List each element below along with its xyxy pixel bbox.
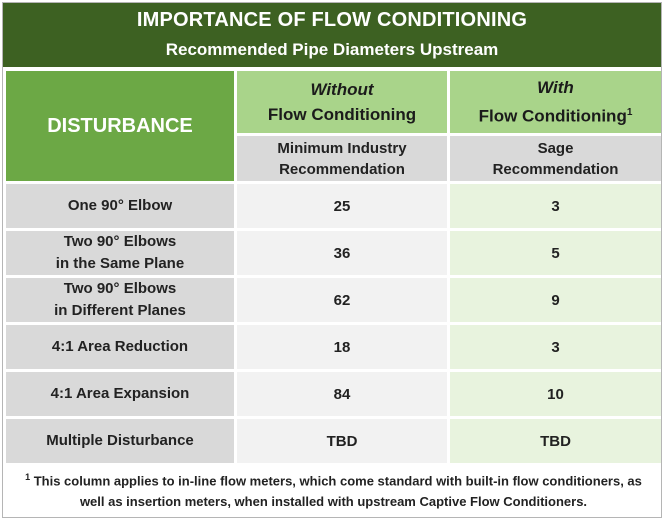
with-value: TBD — [450, 419, 661, 463]
with-value: 10 — [450, 372, 661, 416]
row-label-line2: in the Same Plane — [55, 255, 185, 272]
table-subtitle: Recommended Pipe Diameters Upstream — [165, 40, 499, 59]
disturbance-header: DISTURBANCE — [6, 71, 234, 181]
with-header-line1: With — [537, 78, 574, 98]
with-subheader-line1: Sage — [537, 139, 574, 157]
row-label — [6, 278, 234, 322]
row-label-line1: 4:1 Area Expansion — [50, 385, 190, 402]
without-subheader-line2: Recommendation — [279, 160, 405, 178]
with-header-line2-wrap — [479, 100, 633, 129]
without-value: 36 — [237, 231, 447, 275]
with-subheader — [450, 136, 661, 181]
footnote-marker: 1 — [626, 107, 633, 119]
without-value: 25 — [237, 184, 447, 228]
without-value: 62 — [237, 278, 447, 322]
with-value: 3 — [450, 184, 661, 228]
with-value: 5 — [450, 231, 661, 275]
row-label-line1: Two 90° Elbows — [63, 233, 177, 250]
footnote-number: 1 — [25, 472, 31, 482]
without-column-header — [237, 71, 447, 133]
row-label — [6, 184, 234, 228]
footnote-line2: well as insertion meters, when installed with upstream Captive Flow Conditioners. — [79, 494, 588, 510]
table-title: IMPORTANCE OF FLOW CONDITIONING — [136, 9, 528, 31]
with-subheader-line2: Recommendation — [492, 160, 619, 178]
row-label-line1: One 90° Elbow — [67, 197, 173, 214]
row-label-line2: in Different Planes — [54, 302, 186, 319]
without-value: 84 — [237, 372, 447, 416]
row-label-line1: Two 90° Elbows — [63, 280, 177, 297]
row-label — [6, 419, 234, 463]
with-value: 3 — [450, 325, 661, 369]
flow-conditioning-table — [2, 2, 662, 518]
row-label-line1: 4:1 Area Reduction — [51, 338, 189, 355]
with-value: 9 — [450, 278, 661, 322]
without-subheader — [237, 136, 447, 181]
without-value: TBD — [237, 419, 447, 463]
row-label — [6, 231, 234, 275]
row-label — [6, 325, 234, 369]
row-label-line1: Multiple Disturbance — [46, 432, 194, 449]
footnote-line1-wrap — [6, 467, 661, 491]
without-header-line1: Without — [310, 80, 374, 99]
without-subheader-line1: Minimum Industry — [277, 139, 407, 157]
row-label — [6, 372, 234, 416]
footnote — [6, 463, 661, 515]
title-banner — [3, 3, 661, 67]
with-column-header — [450, 71, 661, 133]
footnote-line1: This column applies to in-line flow meters, which come standard with built-in flow conditioners, as — [33, 473, 642, 489]
with-header-line2: Flow Conditioning — [478, 106, 627, 126]
without-header-line2: Flow Conditioning — [267, 105, 417, 124]
without-value: 18 — [237, 325, 447, 369]
